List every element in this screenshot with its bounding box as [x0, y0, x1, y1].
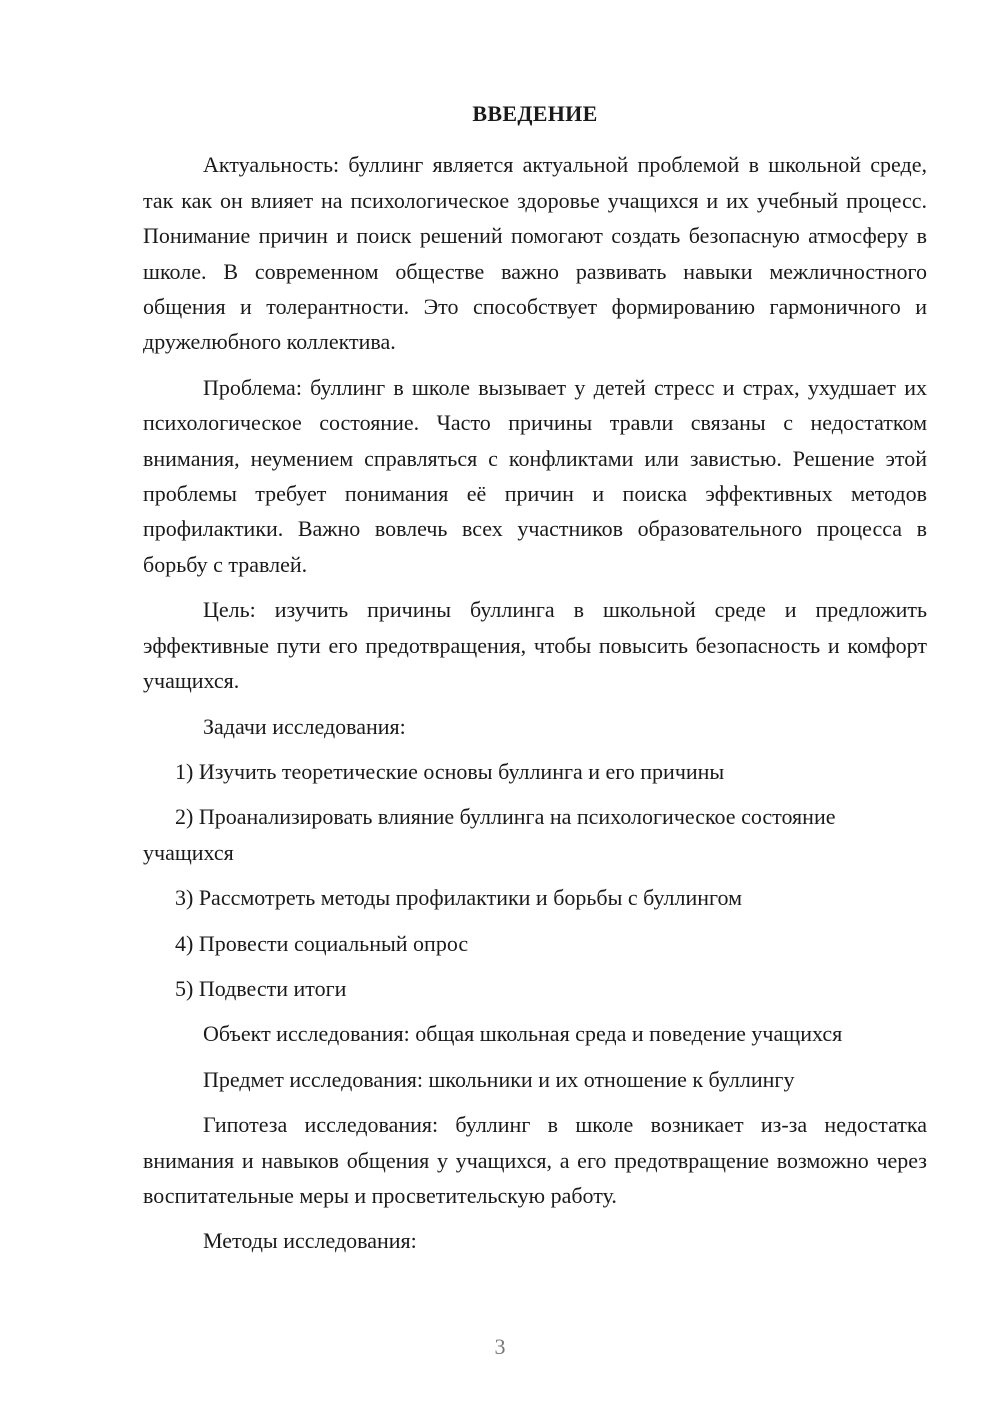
problem-paragraph: Проблема: буллинг в школе вызывает у детей стресс и страх, ухудшает их психологическое состояние. Часто причины травли связаны с недостатком внимания, неумением справляться с конфликтами или завистью. Решение этой проблемы требует понимания её причин и поиска эффективных методов профилактики. Важно вовлечь всех участников образовательного процесса в борьбу с травлей. [143, 374, 927, 577]
task-item-5: 5) Подвести итоги [175, 975, 347, 1001]
page-content [143, 96, 927, 1269]
task-item-3: 3) Рассмотреть методы профилактики и борьбы с буллингом [175, 885, 743, 911]
task-item-4: 4) Провести социальный опрос [175, 930, 469, 956]
tasks-heading: Задачи исследования: [203, 713, 406, 739]
object-line: Объект исследования: общая школьная среда и поведение учащихся [203, 1021, 843, 1047]
methods-heading: Методы исследования: [203, 1228, 417, 1254]
relevance-paragraph: Актуальность: буллинг является актуальной проблемой в школьной среде, так как он влияет на психологическое здоровье учащихся и их учебный процесс. Понимание причин и поиск решений помогают создать безопасную атмосферу в школе. В современном обществе важно развивать навыки межличностного общения и толерантности. Это способствует формированию гармоничного и дружелюбного коллектива. [143, 152, 927, 355]
hypothesis-paragraph: Гипотеза исследования: буллинг в школе возникает из-за недостатка внимания и навыков общения у учащихся, а его предотвращение возможно через воспитательные меры и просветительскую работу. [143, 1112, 927, 1208]
section-title: ВВЕДЕНИЕ [472, 101, 598, 126]
task-item-2: 2) Проанализировать влияние буллинга на психологическое состояние учащихся [143, 804, 836, 865]
subject-line: Предмет исследования: школьники и их отношение к буллингу [203, 1066, 795, 1092]
page-number: 3 [494, 1334, 506, 1359]
goal-paragraph: Цель: изучить причины буллинга в школьной среде и предложить эффективные пути его предотвращения, чтобы повысить безопасность и комфорт учащихся. [143, 597, 927, 694]
task-item-1: 1) Изучить теоретические основы буллинга и его причины [175, 758, 725, 784]
